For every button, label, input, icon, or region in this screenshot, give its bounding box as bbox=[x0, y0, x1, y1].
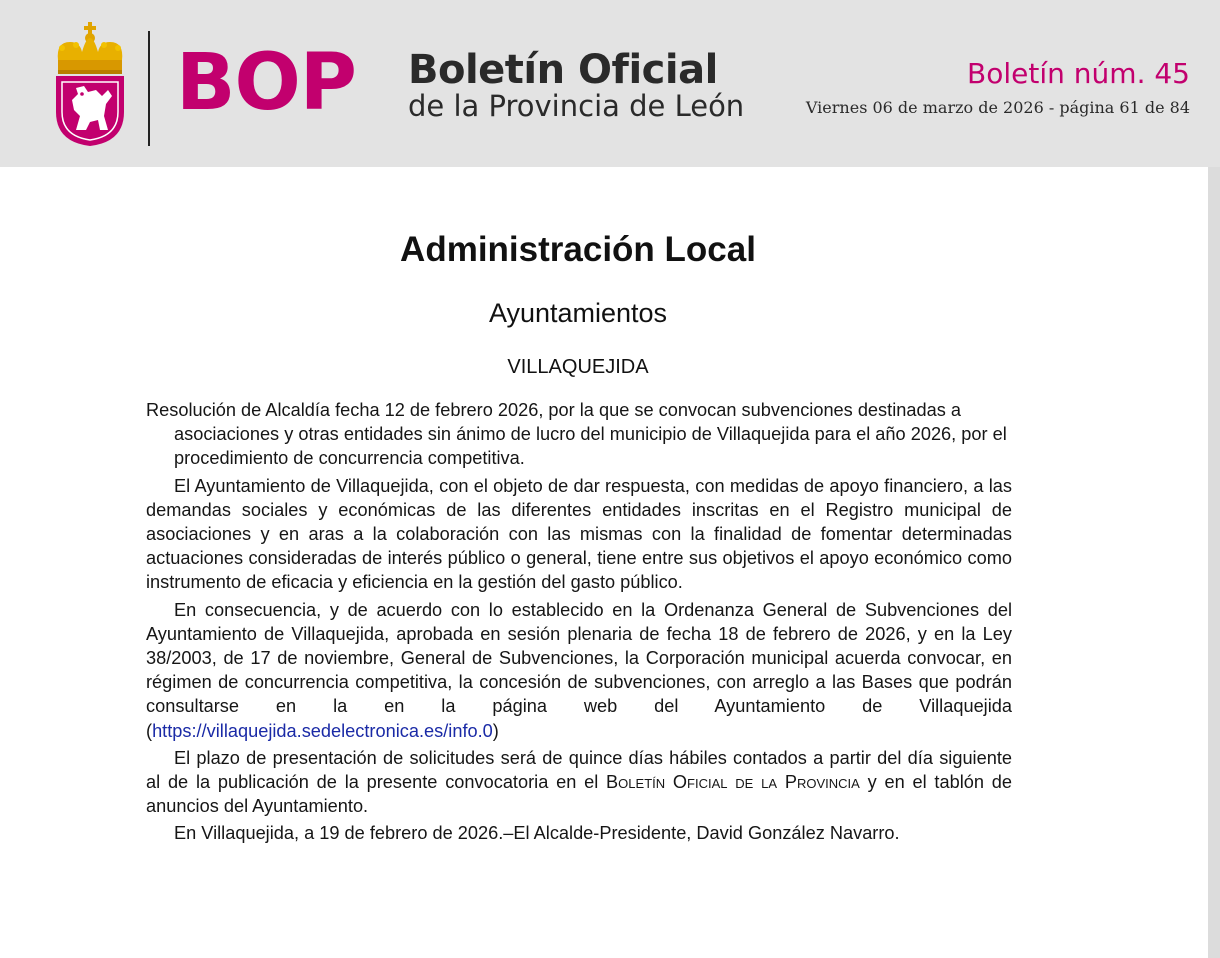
paragraph-3-text-a: El plazo de presentación de solicitudes será de quince días hábiles contados a partir del día siguiente al de la publicación de la presente convocatoria en el bbox=[146, 747, 1012, 793]
header-divider bbox=[148, 31, 150, 146]
summary-paragraph: Resolución de Alcaldía fecha 12 de febrero 2026, por la que se convocan subvenciones destinadas a asociaciones y otras entidades sin ánimo de lucro del municipio de Villaquejida para el año 2026, por el procedimiento de concurrencia competitiva. bbox=[146, 400, 1007, 469]
bop-logo: BOP bbox=[176, 38, 356, 128]
municipality-name: VILLAQUEJIDA bbox=[507, 356, 649, 378]
page-header bbox=[0, 0, 1220, 167]
document-body bbox=[146, 398, 1012, 846]
date-page-info: Viernes 06 de marzo de 2026 - página 61 de 84 bbox=[805, 98, 1190, 117]
section-title: Administración Local bbox=[400, 230, 756, 269]
bulletin-title: Boletín Oficial bbox=[408, 47, 718, 93]
paragraph-2-end: ) bbox=[492, 720, 499, 741]
coat-of-arms-icon bbox=[52, 20, 128, 148]
bulletin-name-smallcaps: Boletín Oficial de la Provincia bbox=[606, 772, 860, 793]
paragraph-2 bbox=[146, 598, 1012, 743]
paragraph-1: El Ayuntamiento de Villaquejida, con el objeto de dar respuesta, con medidas de apoyo financiero, a las demandas sociales y económicas de las diferentes entidades inscritas en el Registro municipal de asociaciones y en aras a la colaboración con las mismas con la finalidad de fomentar determinadas actuaciones consideradas de interés público o general, tiene entre sus objetivos el apoyo económico como instrumento de eficacia y eficiencia en la gestión del gasto público. bbox=[146, 475, 1012, 593]
issue-number: Boletín núm. 45 bbox=[967, 57, 1190, 90]
paragraph-3-text-b: y en el tablón de anuncios del Ayuntamiento. bbox=[146, 772, 1012, 817]
bulletin-subtitle: de la Provincia de León bbox=[408, 89, 745, 123]
paragraph-2-text: En consecuencia, y de acuerdo con lo establecido en la Ordenanza General de Subvenciones del Ayuntamiento de Villaquejida, aprobada en sesión plenaria de fecha 18 de febrero de 2026, y en la Ley 38/2003, de 17 de noviembre, General de Subvenciones, la Corporación municipal acuerda convocar, en régimen de concurrencia competitiva, la concesión de subvenciones, con arreglo a las Bases que podrán consultarse en la en la página web del Ayuntamiento de Villaquejida ( bbox=[146, 599, 1012, 741]
signature-line: En Villaquejida, a 19 de febrero de 2026.–El Alcalde-Presidente, David González Navarro. bbox=[174, 823, 900, 844]
subsection-title: Ayuntamientos bbox=[488, 298, 668, 328]
bases-link[interactable]: https://villaquejida.sedelectronica.es/info.0 bbox=[152, 720, 493, 741]
paragraph-3 bbox=[146, 746, 1012, 819]
page-edge bbox=[1208, 167, 1220, 958]
